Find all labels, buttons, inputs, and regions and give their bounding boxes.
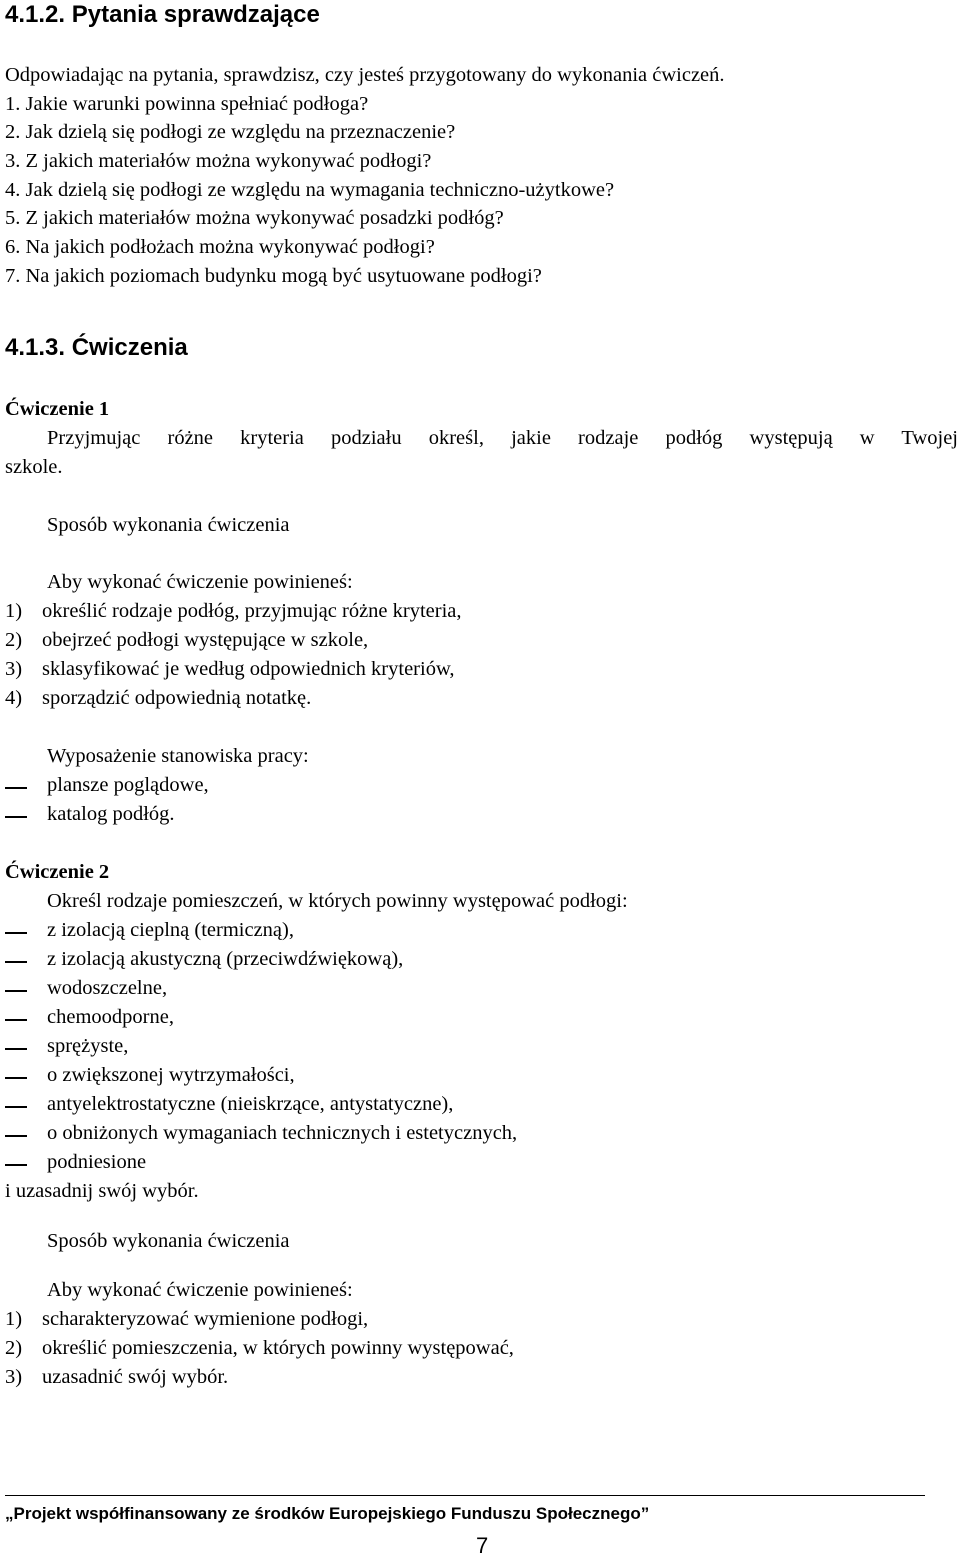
dash-bullet	[5, 1077, 27, 1079]
exercise2-step-text: określić pomieszczenia, w których powinny występować,	[42, 1337, 514, 1359]
question-item: 4. Jak dzielą się podłogi ze względu na wymagania techniczno-użytkowe?	[5, 179, 615, 201]
exercise1-step-number: 1)	[5, 600, 23, 622]
exercise2-step-text: uzasadnić swój wybór.	[42, 1366, 229, 1388]
section-heading-questions: 4.1.2. Pytania sprawdzające	[5, 1, 320, 28]
exercise2-step-number: 1)	[5, 1308, 23, 1330]
dash-bullet	[5, 787, 27, 789]
exercise1-step-text: sporządzić odpowiednią notatkę.	[42, 687, 312, 709]
exercise2-item: podniesione	[47, 1151, 147, 1173]
page-number: 7	[476, 1533, 489, 1558]
exercise2-item: wodoszczelne,	[47, 977, 168, 999]
exercise1-task-line1: Przyjmując różne kryteria podziału określ, jakie rodzaje podłóg występują w Twojej	[47, 427, 958, 449]
exercise2-step-text: scharakteryzować wymienione podłogi,	[42, 1308, 369, 1330]
exercise2-item: z izolacją cieplną (termiczną),	[47, 919, 294, 941]
exercise2-item: chemoodporne,	[47, 1006, 174, 1028]
exercise1-task-line2: szkole.	[5, 456, 63, 478]
dash-bullet	[5, 816, 27, 818]
exercise2-item: sprężyste,	[47, 1035, 129, 1057]
exercise1-step-number: 2)	[5, 629, 23, 651]
dash-bullet	[5, 1048, 27, 1050]
dash-bullet	[5, 1135, 27, 1137]
exercise1-step-number: 3)	[5, 658, 23, 680]
exercise1-step-text: określić rodzaje podłóg, przyjmując różne kryteria,	[42, 600, 462, 622]
dash-bullet	[5, 1019, 27, 1021]
exercise2-item: o obniżonych wymaganiach technicznych i estetycznych,	[47, 1122, 518, 1144]
section-heading-exercises: 4.1.3. Ćwiczenia	[5, 334, 188, 361]
exercise2-item: o zwiększonej wytrzymałości,	[47, 1064, 295, 1086]
question-item: 5. Z jakich materiałów można wykonywać posadzki podłóg?	[5, 207, 504, 229]
dash-bullet	[5, 1164, 27, 1166]
exercise2-step-number: 3)	[5, 1366, 23, 1388]
exercise2-item: z izolacją akustyczną (przeciwdźwiękową),	[47, 948, 404, 970]
question-item: 3. Z jakich materiałów można wykonywać podłogi?	[5, 150, 432, 172]
exercise2-item: antyelektrostatyczne (nieiskrzące, antystatyczne),	[47, 1093, 454, 1115]
exercise2-closing: i uzasadnij swój wybór.	[5, 1180, 199, 1202]
exercise2-step-number: 2)	[5, 1337, 23, 1359]
exercise1-step-text: sklasyfikować je według odpowiednich kryteriów,	[42, 658, 455, 680]
exercise1-equipment-item: katalog podłóg.	[47, 803, 175, 825]
questions-intro: Odpowiadając na pytania, sprawdzisz, czy jesteś przygotowany do wykonania ćwiczeń.	[5, 64, 725, 86]
question-item: 2. Jak dzielą się podłogi ze względu na przeznaczenie?	[5, 121, 456, 143]
exercise2-task: Określ rodzaje pomieszczeń, w których powinny występować podłogi:	[47, 890, 628, 912]
exercise2-title: Ćwiczenie 2	[5, 861, 110, 883]
exercise1-step-number: 4)	[5, 687, 23, 709]
footer-text: „Projekt współfinansowany ze środków Europejskiego Funduszu Społecznego”	[5, 1504, 650, 1523]
exercise1-steps-intro: Aby wykonać ćwiczenie powinieneś:	[47, 571, 353, 593]
exercise1-method-heading: Sposób wykonania ćwiczenia	[47, 514, 290, 536]
dash-bullet	[5, 961, 27, 963]
exercise2-method-heading: Sposób wykonania ćwiczenia	[47, 1230, 290, 1252]
exercise1-equipment-heading: Wyposażenie stanowiska pracy:	[47, 745, 309, 767]
exercise1-step-text: obejrzeć podłogi występujące w szkole,	[42, 629, 369, 651]
exercise1-equipment-item: plansze poglądowe,	[47, 774, 209, 796]
footer-divider	[5, 1495, 925, 1496]
exercise1-title: Ćwiczenie 1	[5, 398, 110, 420]
dash-bullet	[5, 1106, 27, 1108]
dash-bullet	[5, 990, 27, 992]
question-item: 1. Jakie warunki powinna spełniać podłoga?	[5, 93, 369, 115]
exercise2-steps-intro: Aby wykonać ćwiczenie powinieneś:	[47, 1279, 353, 1301]
question-item: 6. Na jakich podłożach można wykonywać podłogi?	[5, 236, 435, 258]
dash-bullet	[5, 932, 27, 934]
question-item: 7. Na jakich poziomach budynku mogą być usytuowane podłogi?	[5, 265, 542, 287]
